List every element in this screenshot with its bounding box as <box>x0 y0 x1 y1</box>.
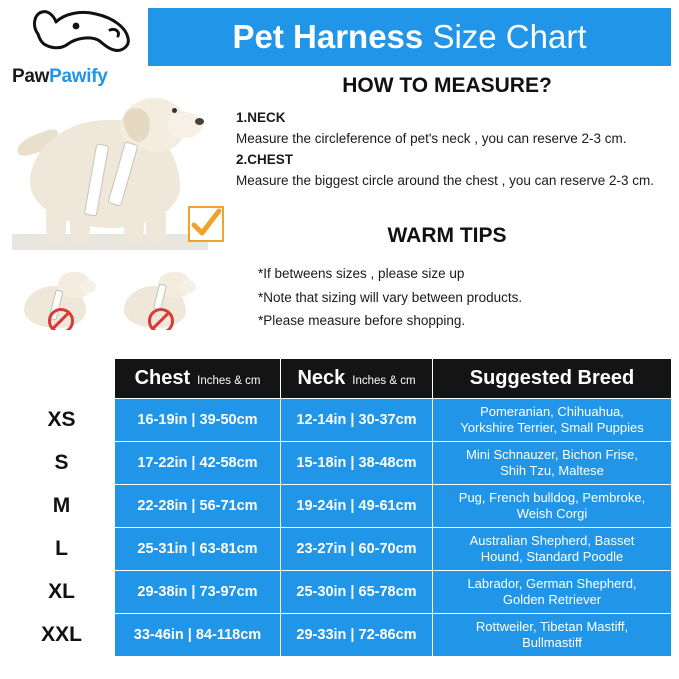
cell-breed: Pomeranian, Chihuahua, Yorkshire Terrier, Small Puppies <box>433 399 672 442</box>
table-row <box>9 571 672 614</box>
how-to-measure-title: HOW TO MEASURE? <box>342 74 552 97</box>
warm-tip-line: *If betweens sizes , please size up <box>258 266 465 281</box>
cell-size: S <box>9 442 115 485</box>
dog-photo-incorrect-2 <box>118 268 198 330</box>
size-table <box>8 358 672 657</box>
cell-chest: 16-19in | 39-50cm <box>115 399 281 442</box>
header-bar <box>148 8 671 66</box>
table-row <box>9 485 672 528</box>
cell-size: XL <box>9 571 115 614</box>
table-header-row <box>9 359 672 399</box>
cell-breed: Rottweiler, Tibetan Mastiff, Bullmastiff <box>433 614 672 657</box>
measure-step-2-text: Measure the biggest circle around the chest , you can reserve 2-3 cm. <box>236 172 654 188</box>
how-to-measure-body <box>236 108 676 192</box>
cell-size: M <box>9 485 115 528</box>
cell-neck: 15-18in | 38-48cm <box>281 442 433 485</box>
column-header-breed <box>433 359 672 399</box>
table-row <box>9 614 672 657</box>
cell-neck: 25-30in | 65-78cm <box>281 571 433 614</box>
cell-breed: Australian Shepherd, Basset Hound, Standard Poodle <box>433 528 672 571</box>
cell-breed: Mini Schnauzer, Bichon Frise, Shih Tzu, Maltese <box>433 442 672 485</box>
cell-chest: 33-46in | 84-118cm <box>115 614 281 657</box>
measure-step-1-label: 1.NECK <box>236 110 286 125</box>
column-header-chest <box>115 359 281 399</box>
neck-header-label: Neck <box>297 367 346 389</box>
cell-neck: 12-14in | 30-37cm <box>281 399 433 442</box>
brand-name: PawPawify <box>12 66 108 87</box>
cell-chest: 25-31in | 63-81cm <box>115 528 281 571</box>
no-sign-icon <box>148 308 174 330</box>
table-body <box>9 399 672 657</box>
table-corner-cell <box>9 359 115 399</box>
dog-photo-incorrect-1 <box>18 268 98 330</box>
cell-neck: 19-24in | 49-61cm <box>281 485 433 528</box>
cell-chest: 29-38in | 73-97cm <box>115 571 281 614</box>
cell-size: XXL <box>9 614 115 657</box>
cell-size: L <box>9 528 115 571</box>
cell-breed: Pug, French bulldog, Pembroke, Weish Corgi <box>433 485 672 528</box>
measure-step-2-label: 2.CHEST <box>236 151 294 167</box>
warm-tips-body <box>258 262 678 333</box>
cell-neck: 29-33in | 72-86cm <box>281 614 433 657</box>
correct-checkmark-icon <box>188 206 224 242</box>
warm-tips-title: WARM TIPS <box>387 224 507 247</box>
chest-header-units: Inches & cm <box>197 375 261 387</box>
cell-size: XS <box>9 399 115 442</box>
chest-header-label: Chest <box>134 367 191 389</box>
warm-tip-line: *Please measure before shopping. <box>258 313 466 329</box>
dog-head-icon <box>10 4 140 66</box>
cell-breed: Labrador, German Shepherd, Golden Retriever <box>433 571 672 614</box>
warm-tip-line: *Note that sizing will vary between products. <box>258 289 523 305</box>
brand-logo <box>10 4 146 90</box>
dog-photo-correct <box>12 92 208 250</box>
page-title: Pet Harness Size Chart <box>232 18 587 55</box>
neck-header-units: Inches & cm <box>352 375 416 387</box>
no-sign-icon <box>48 308 74 330</box>
cell-chest: 17-22in | 42-58cm <box>115 442 281 485</box>
cell-neck: 23-27in | 60-70cm <box>281 528 433 571</box>
cell-chest: 22-28in | 56-71cm <box>115 485 281 528</box>
table-row <box>9 399 672 442</box>
table-row <box>9 528 672 571</box>
column-header-neck <box>281 359 433 399</box>
table-row <box>9 442 672 485</box>
breed-header-label: Suggested Breed <box>469 367 635 389</box>
measure-step-1-text: Measure the circleference of pet's neck , you can reserve 2-3 cm. <box>236 130 627 146</box>
